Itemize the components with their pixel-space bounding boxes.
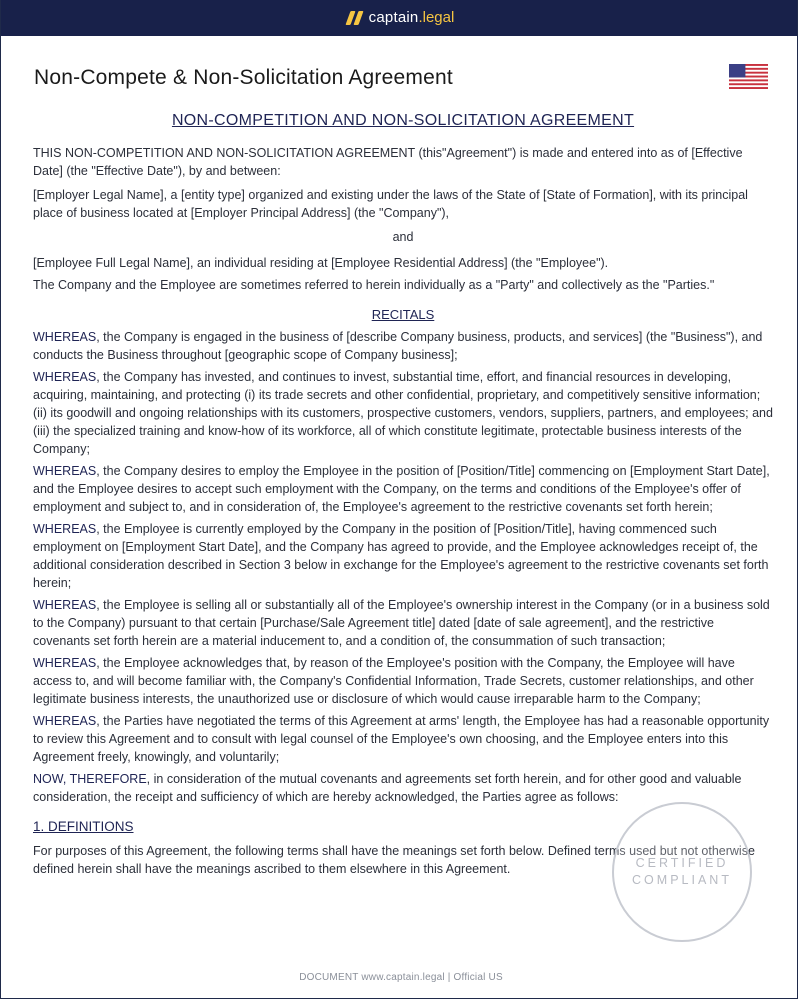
recital-paragraph bbox=[33, 520, 773, 592]
footer-text: DOCUMENT www.captain.legal | Official US bbox=[299, 972, 503, 983]
recitals-heading: RECITALS bbox=[371, 307, 435, 322]
recital-keyword: WHEREAS bbox=[33, 598, 97, 612]
recital-text: , the Parties have negotiated the terms of this Agreement at arms' length, the Employee has had a reasonable opportunity to review this Agreement and to consult with legal counsel of the Employee's own choosing, and the Employee enters into this Agreement freely, knowingly, and voluntarily; bbox=[33, 714, 770, 764]
brand-tld: .legal bbox=[418, 9, 455, 26]
certified-seal bbox=[612, 802, 752, 942]
us-flag-icon bbox=[729, 64, 768, 89]
intro-paragraph: THIS NON-COMPETITION AND NON-SOLICITATION AGREEMENT (this"Agreement") is made and entered into as of [Effective Date] (the "Effective Date"), by and between: bbox=[33, 146, 743, 178]
recital-text: , the Company is engaged in the business of [describe Company business, products, and services] (the "Business"), and conducts the Business throughout [geographic scope of Company business]; bbox=[33, 330, 763, 362]
recital-text: , the Employee acknowledges that, by reason of the Employee's position with the Company, the Employee will have access to, and will become familiar with, the Company's Confidential Information, Trade Secrets, customer relationships, and other legitimate business interests, the unauthorized use or disclosure of which would cause irreparable harm to the Company; bbox=[33, 656, 754, 706]
brand-mark-icon bbox=[348, 11, 361, 25]
definitions-paragraph: For purposes of this Agreement, the following terms shall have the meanings set forth below. Defined terms used but not otherwise defined herein shall have the meanings ascribed to them elsewhere in this Agreement. bbox=[33, 844, 755, 876]
recital-text: , in consideration of the mutual covenants and agreements set forth herein, and for other good and valuable consideration, the receipt and sufficiency of which are hereby acknowledged, the Parties agree as follows: bbox=[33, 772, 742, 804]
recital-keyword: WHEREAS bbox=[33, 656, 97, 670]
now-therefore-paragraph bbox=[33, 770, 773, 806]
and-separator: and bbox=[392, 230, 414, 244]
document-body bbox=[33, 110, 773, 882]
recital-paragraph bbox=[33, 368, 773, 458]
recital-keyword: WHEREAS bbox=[33, 522, 97, 536]
recital-paragraph bbox=[33, 596, 773, 650]
top-bar bbox=[1, 0, 798, 36]
parties-paragraph: The Company and the Employee are sometimes referred to herein individually as a "Party" and collectively as the "Parties." bbox=[33, 278, 715, 292]
agreement-heading: NON-COMPETITION AND NON-SOLICITATION AGREEMENT bbox=[171, 112, 635, 129]
recital-keyword: NOW, THEREFORE bbox=[33, 772, 147, 786]
recital-keyword: WHEREAS bbox=[33, 370, 97, 384]
definitions-heading: 1. DEFINITIONS bbox=[33, 819, 134, 834]
recital-paragraph bbox=[33, 462, 773, 516]
recital-text: , the Company desires to employ the Employee in the position of [Position/Title] commencing on [Employment Start Date], and the Employee desires to accept such employment with the Company, on the terms and conditions of the Employee's offer of employment and subject to, and in consideration of, the Employee's agreement to the restrictive covenants set forth herein; bbox=[33, 464, 770, 514]
brand-name: captain bbox=[368, 9, 419, 26]
recital-text: , the Employee is selling all or substantially all of the Employee's ownership interest in the Company (or in a business sold to the Company) pursuant to that certain [Purchase/Sale Agreement title] dated [date of sale agreement], and the restrictive covenants set forth herein are a material inducement to, and a condition of, the consummation of such transaction; bbox=[33, 598, 770, 648]
recital-text: , the Company has invested, and continues to invest, substantial time, effort, and financial resources in developing, acquiring, maintaining, and protecting (i) its trade secrets and other confidential, proprietary, and competitively sensitive information; (ii) its goodwill and ongoing relationships with its customers, prospective customers, vendors, suppliers, partners, and employees; and (iii) the specialized training and know-how of its workforce, all of which constitute legitimate, protectable business interests of the Company; bbox=[33, 370, 773, 456]
brand-logo[interactable] bbox=[348, 9, 455, 27]
recital-keyword: WHEREAS bbox=[33, 464, 97, 478]
employee-paragraph: [Employee Full Legal Name], an individual residing at [Employee Residential Address] (the "Employee"). bbox=[33, 256, 609, 270]
recital-text: , the Employee is currently employed by the Company in the position of [Position/Title], having commenced such employment on [Employment Start Date], and the Company has agreed to provide, and the Employee acknowledges receipt of, the additional consideration described in Section 3 below in exchange for the Employee's agreement to the restrictive covenants set forth herein; bbox=[33, 522, 769, 590]
recital-keyword: WHEREAS bbox=[33, 714, 97, 728]
recital-paragraph bbox=[33, 328, 773, 364]
employer-paragraph: [Employer Legal Name], a [entity type] organized and existing under the laws of the State of [State of Formation], with its principal place of business located at [Employer Principal Address] (the "Company"), bbox=[33, 188, 748, 220]
recital-paragraph bbox=[33, 712, 773, 766]
seal-line-2: COMPLIANT bbox=[632, 873, 732, 887]
recital-keyword: WHEREAS bbox=[33, 330, 97, 344]
recital-paragraph bbox=[33, 654, 773, 708]
seal-line-1: CERTIFIED bbox=[635, 856, 729, 870]
document-title: Non-Compete & Non-Solicitation Agreement bbox=[34, 66, 453, 89]
